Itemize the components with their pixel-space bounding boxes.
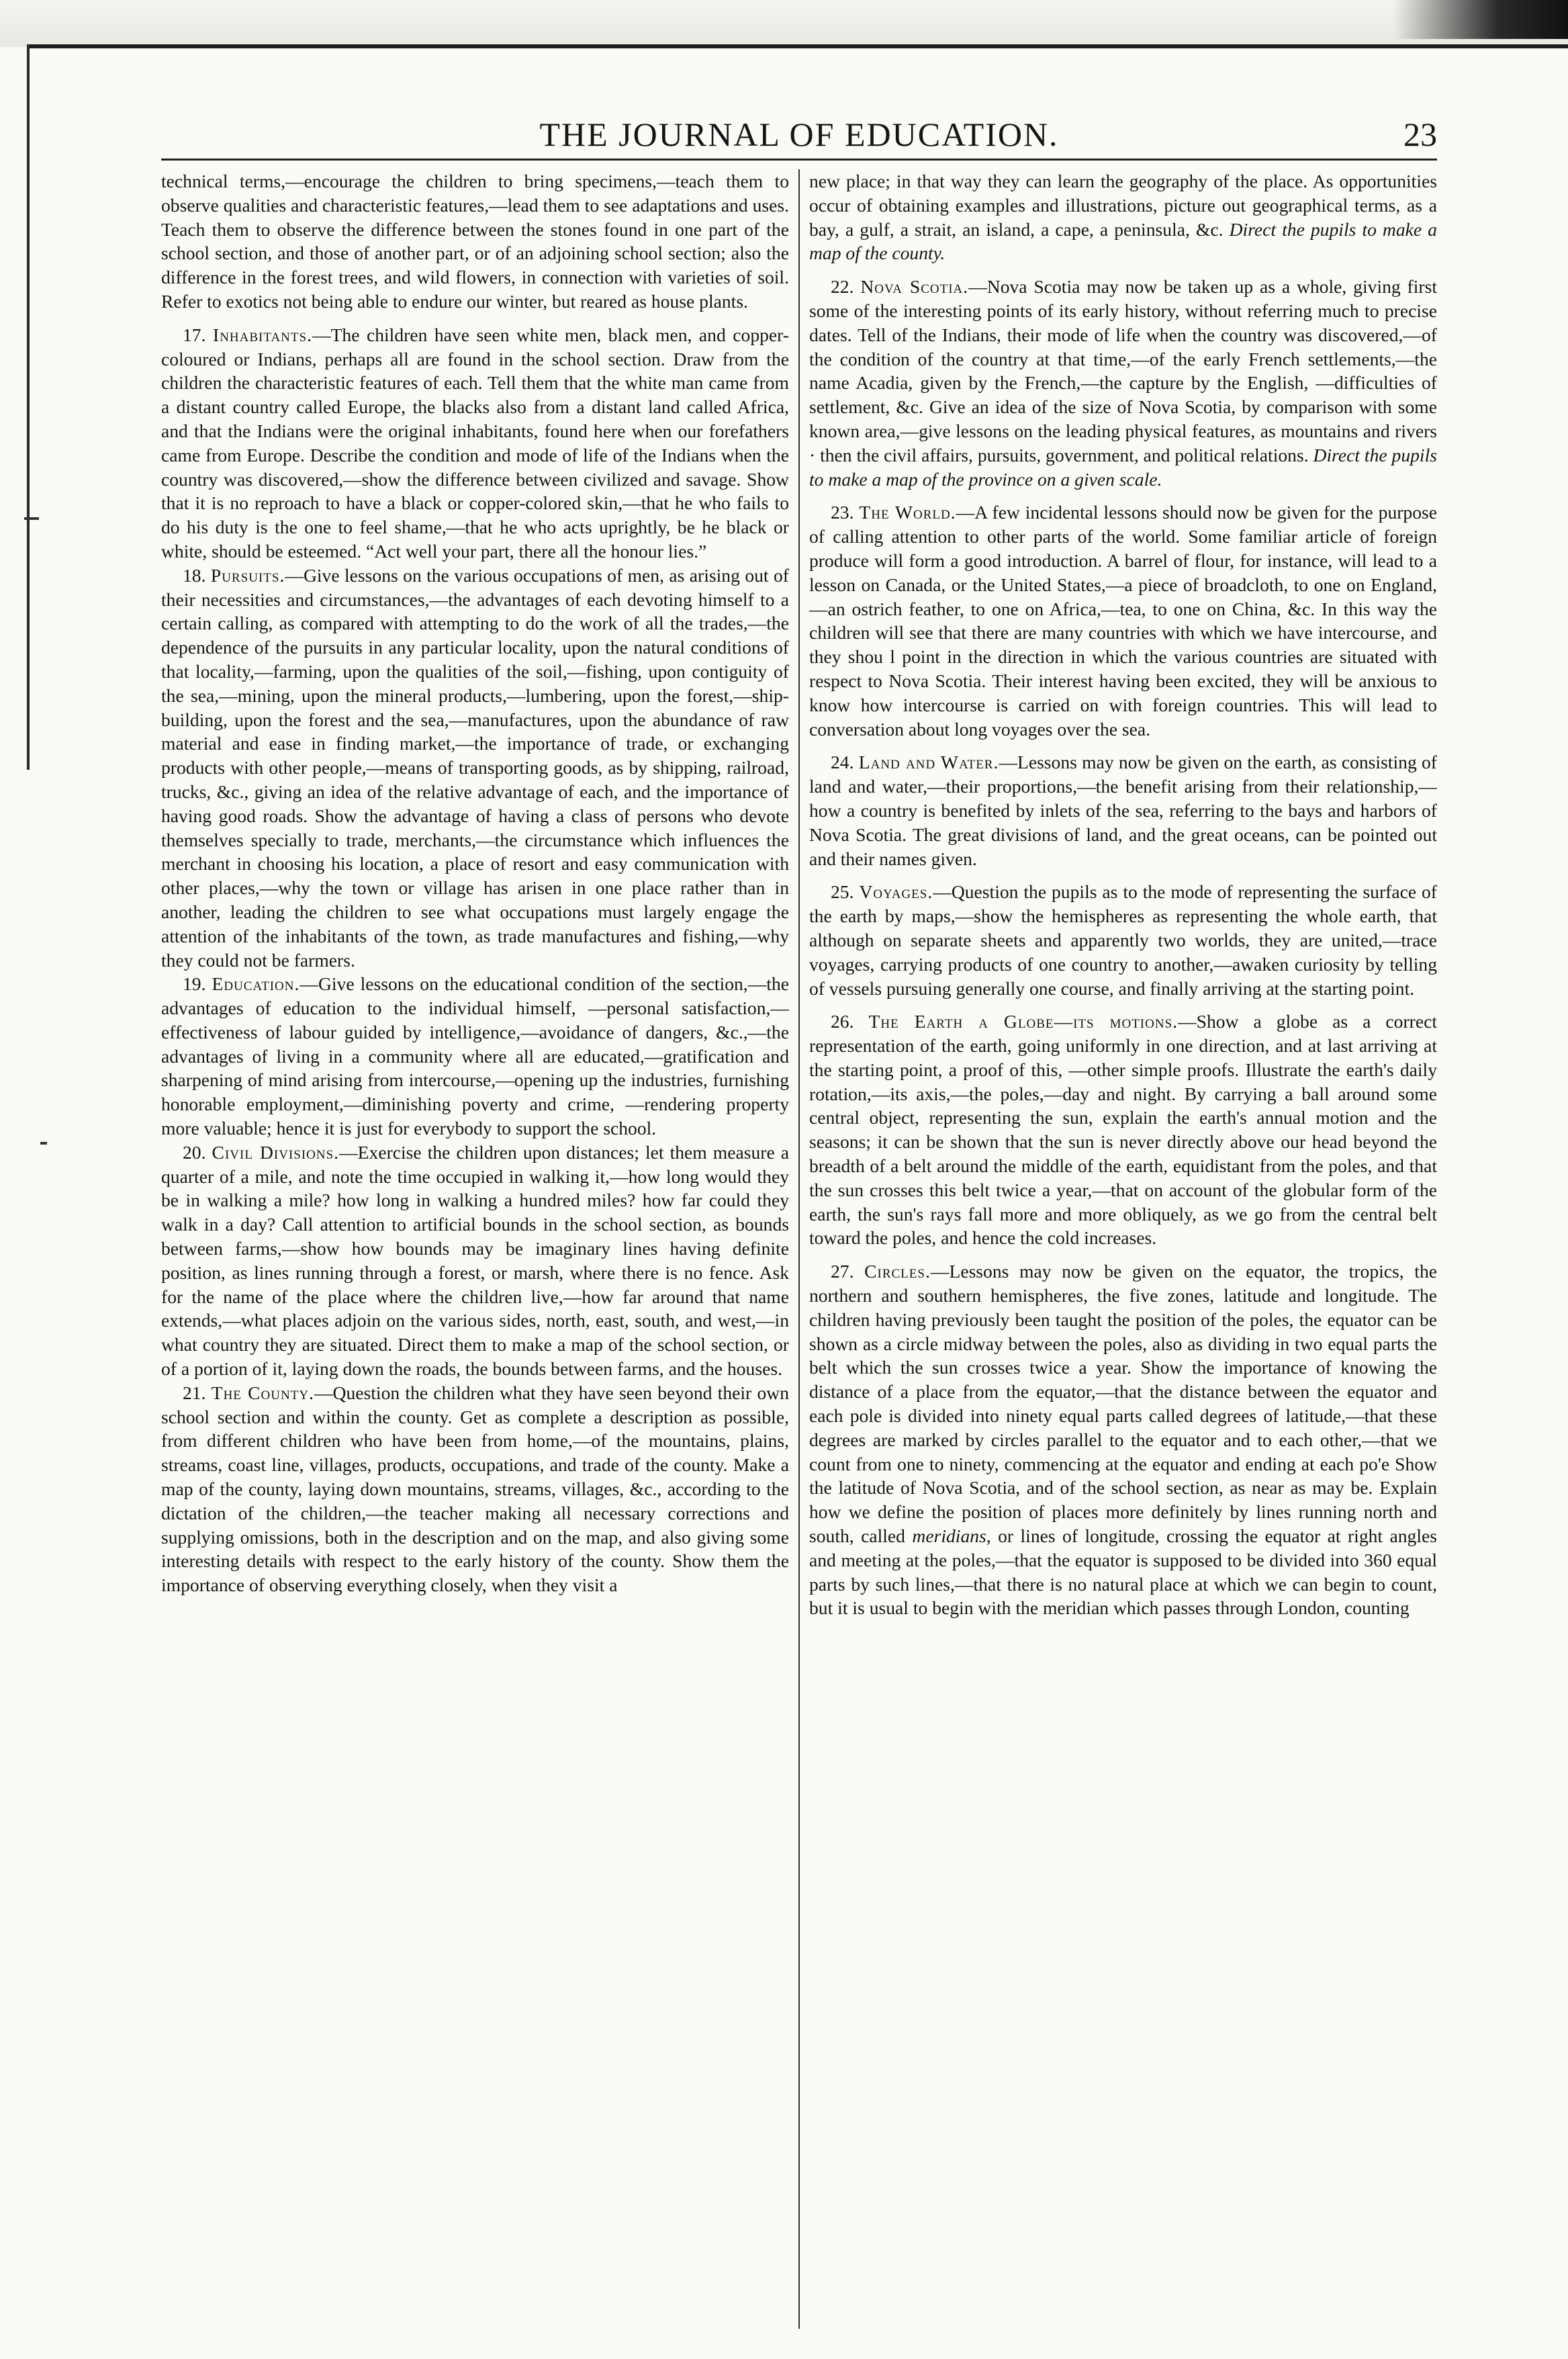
section-17 bbox=[161, 323, 789, 564]
header-rule bbox=[161, 159, 1437, 161]
section-text: —Question the pupils as to the mode of representing the surface of the earth by maps,—show the hemispheres as representing the whole earth, that although on separate sheets and apparently two worlds, they are united,—trace voyages, carrying products of one country to another,—awaken curiosity by telling of vessels pursuing generally one course, and finally arriving at the starting point. bbox=[809, 881, 1437, 999]
section-heading: Circles. bbox=[864, 1261, 931, 1282]
section-20 bbox=[161, 1141, 789, 1381]
paragraph-intro: technical terms,—encourage the children to bring specimens,—teach them to observe qualities and characteristic features,—lead them to see adaptations and uses. Teach them to observe the difference between the stones found in one part of the school section, and those of another part, or of an adjoining school section; also the difference in the forest trees, and wild flowers, in connection with varieties of soil. Refer to exotics not being able to endure our winter, but reared as house plants. bbox=[161, 171, 789, 312]
section-text: —Show a globe as a correct representation of the earth, going uniformly in one direction, and at last arriving at the starting point, a proof of this, —other simple proofs. Illustrate the earth's daily rotation,—its axis,—the poles,—day and night. By carrying a ball around some central object, representing the sun, explain the earth's annual motion and the seasons; it can be shown that the sun is never directly above our head beyond the breadth of a belt around the middle of the earth, equidistant from the poles, and that the sun crosses this belt twice a year,—that on account of the globular form of the earth, the sun's rays fall more and more obliquely, as we go from the central belt toward the poles, and hence the cold increases. bbox=[809, 1011, 1437, 1249]
section-number: 26. bbox=[831, 1011, 854, 1032]
section-text: —Give lessons on the various occupations of men, as arising out of their necessities and circumstances,—the advantages of each devoting himself to a certain calling, as compared with attempting to do the work of all the trades,—the dependence of the pursuits in any particular locality, upon the natural conditions of that locality,—farming, upon the qualities of the soil,—fishing, upon contiguity of the sea,—mining, upon the mineral products,—lumbering, upon the forest,—ship-building, upon the forest and the sea,—manufactures, upon the abundance of raw material and ease in finding market,—the importance of trade, or exchanging products with other people,—means of transporting goods, as by shipping, railroad, trucks, &c., giving an idea of the relative advantage of each, and the importance of having good roads. Show the advantage of having a class of persons who devote themselves specially to trade, merchants,—the circumstance which influences the merchant in choosing his location, a place of resort and easy communication with other places,—why the town or village has arisen in one place rather than in another, leading the children to see what occupations must largely engage the attention of the inhabitants of the town, as trade manufactures and fishing,—why they could not be farmers. bbox=[161, 564, 789, 971]
section-23 bbox=[809, 500, 1437, 741]
section-text: or lines of longitude, crossing the equator at right angles and meeting at the poles,—that the equator is supposed to be divided into 360 equal parts by such lines,—that there is no natural place at which we can begin to count, but it is usual to begin with the meridian which passes through London, counting bbox=[809, 1525, 1437, 1619]
left-border-rule bbox=[27, 44, 30, 770]
section-text: —Exercise the children upon distances; let them measure a quarter of a mile, and note the time occupied in walking it,—how long would they be in walking a mile? how long in walking a hundred miles? how far could they walk in a day? Call attention to artificial bounds in the school section, as bounds between farms,—show how bounds may be imaginary lines having definite position, as lines running through a forest, or marsh, where there is no fence. Ask for the name of the place where the children live,—how far around that name extends,—what places adjoin on the various sides, north, east, south, and west,—in what country they are situated. Direct them to make a map of the school section, or of a portion of it, laying down the roads, the bounds between farms, and the houses. bbox=[161, 1141, 789, 1380]
section-22 bbox=[809, 275, 1437, 491]
section-heading: Inhabitants. bbox=[213, 324, 312, 345]
section-number: 20. bbox=[183, 1141, 206, 1163]
section-heading: Nova Scotia. bbox=[860, 276, 969, 298]
section-number: 25. bbox=[831, 881, 854, 903]
section-heading: Voyages. bbox=[859, 881, 933, 903]
section-number: 24. bbox=[831, 752, 854, 773]
paragraph-continuation bbox=[809, 169, 1437, 265]
column-divider bbox=[798, 169, 800, 2329]
running-header bbox=[161, 113, 1437, 156]
section-heading: The County. bbox=[211, 1382, 314, 1403]
section-number: 27. bbox=[831, 1261, 854, 1282]
margin-mark bbox=[24, 517, 39, 520]
section-text: —Nova Scotia may now be taken up as a whole, giving first some of the interesting points of its early history, without referring much to precise dates. Tell of the Indians, their mode of life when the country was discovered,—of the condition of the country at that time,—of the early French settlements,—the name Acadia, given by the French,—the capture by the English, —difficulties of settlement, &c. Give an idea of the size of Nova Scotia, by comparison with some known area,—give lessons on the leading physical features, as mountains and rivers · then the civil affairs, pursuits, government, and political relations. bbox=[809, 276, 1437, 465]
section-text: —Lessons may now be given on the earth, as consisting of land and water,—their proportions,—the benefit arising from their relationship,—how a country is benefited by inlets of the sea, referring to the bays and harbors of Nova Scotia. The great divisions of land, and the great oceans, can be pointed out and their names given. bbox=[809, 752, 1437, 869]
right-column bbox=[809, 169, 1437, 2329]
section-number: 17. bbox=[183, 324, 206, 345]
section-24 bbox=[809, 750, 1437, 871]
section-number: 18. bbox=[183, 564, 206, 586]
paragraph-text: new place; in that way they can learn the geography of the place. As opportunities occur of obtaining examples and illustrations, picture out geographical terms, as a bay, a gulf, a strait, an island, a cape, a peninsula, &c. bbox=[809, 171, 1437, 240]
section-21 bbox=[161, 1381, 789, 1597]
section-text: —A few incidental lessons should now be given for the purpose of calling attention to other parts of the world. Some familiar article of foreign produce will form a good introduction. A barrel of flour, for instance, will lead to a lesson on Canada, or the United States,—a piece of broadcloth, to one on England,—an ostrich feather, to one on Africa,—tea, to one on China, &c. In this way the children will see that there are many countries with which we have intercourse, and they shou l point in the direction in which the various countries are situated with respect to Nova Scotia. Their interest having been excited, they will be anxious to know how intercourse is carried on with foreign countries. This will lead to conversation about long voyages over the sea. bbox=[809, 502, 1437, 740]
section-heading: Civil Divisions. bbox=[212, 1141, 340, 1163]
top-border-rule bbox=[27, 44, 1568, 48]
italic-instruction: Direct the pupils to make a map of the province on a given scale. bbox=[809, 444, 1437, 490]
left-column bbox=[161, 169, 789, 2329]
section-18 bbox=[161, 564, 789, 973]
page-top-edge bbox=[0, 0, 1568, 47]
section-text: —Give lessons on the educational condition of the section,—the advantages of education to the individual himself, —personal satisfaction,—effectiveness of labour guided by intelligence,—avoidance of dangers, &c.,—the advantages of living in a community where all are educated,—gratification and sharpening of mind arising from intercourse,—opening up the industries, furnishing honorable employment,—diminishing poverty and crime, —rendering property more valuable; hence it is just for everybody to support the school. bbox=[161, 973, 789, 1139]
section-26 bbox=[809, 1010, 1437, 1250]
section-27 bbox=[809, 1259, 1437, 1620]
section-19 bbox=[161, 972, 789, 1141]
section-heading: Education. bbox=[212, 973, 300, 995]
section-number: 22. bbox=[831, 276, 854, 298]
journal-title: THE JOURNAL OF EDUCATION. bbox=[539, 116, 1059, 153]
section-number: 19. bbox=[183, 973, 206, 995]
section-text: —The children have seen white men, black men, and copper-coloured or Indians, perhaps all are found in the school section. Draw from the children the characteristic features of each. Tell them that the white man came from a distant country called Europe, the blacks also from a distant land called Africa, and that the Indians were the original inhabitants, found here when our forefathers came from Europe. Describe the condition and mode of life of the Indians when the country was discovered,—show the difference between civilized and savage. Show that it is no reproach to have a black or copper-colored skin,—that he who fails to do his duty is the one to feel shame,—that he who acts uprightly, be he black or white, should be esteemed. “Act well your part, there all the honour lies.” bbox=[161, 324, 789, 562]
italic-term: meridians, bbox=[912, 1525, 991, 1547]
section-text: —Question the children what they have seen beyond their own school section and within the county. Get as complete a description as possible, from different children who have been from home,—of the mountains, plains, streams, coast line, villages, products, occupations, and trade of the county. Make a map of the county, laying down mountains, streams, villages, &c., according to the dictation of the children,—the teacher making all necessary corrections and supplying omissions, both in the description and on the map, and also giving some interesting details with respect to the early history of the county. Show them the importance of observing everything closely, when they visit a bbox=[161, 1382, 789, 1596]
margin-mark bbox=[40, 1142, 47, 1145]
section-number: 21. bbox=[183, 1382, 206, 1403]
page-number: 23 bbox=[1403, 116, 1437, 153]
italic-instruction: Direct the pupils to make a map of the county. bbox=[809, 218, 1437, 264]
section-heading: Pursuits. bbox=[210, 564, 285, 586]
section-number: 23. bbox=[831, 502, 854, 523]
section-heading: The World. bbox=[859, 502, 956, 523]
section-heading: Land and Water. bbox=[858, 752, 999, 773]
section-text: —Lessons may now be given on the equator, the tropics, the northern and southern hemispheres, the five zones, latitude and longitude. The children having previously been taught the position of the poles, the equator can be shown as a circle midway between the poles, also as dividing in two equal parts the belt which the sun crosses twice a year. Show the importance of knowing the distance of a place from the equator,—that the distance between the equator and each pole is divided into ninety equal parts called degrees of latitude,—that these degrees are marked by circles parallel to the equator and to each other,—that we count from one to ninety, commencing at the equator and ending at each po'e Show the latitude of Nova Scotia, and of the school section, as near as may be. Explain how we define the position of places more definitely by lines running north and south, called bbox=[809, 1261, 1437, 1547]
section-25 bbox=[809, 880, 1437, 1000]
section-heading: The Earth a Globe—its motions. bbox=[868, 1011, 1179, 1032]
